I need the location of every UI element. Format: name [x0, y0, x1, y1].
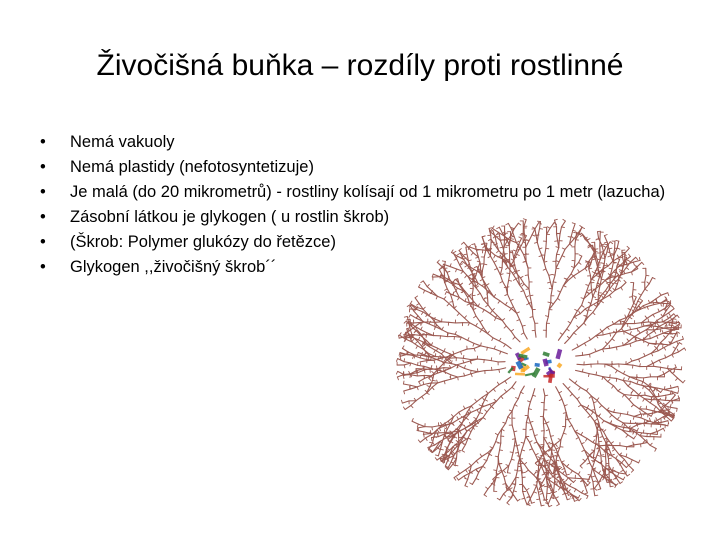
bullet-dot: •: [40, 208, 46, 226]
bullet-text: Nemá vakuoly: [70, 133, 175, 151]
list-item: [40, 155, 680, 180]
bullet-text: Zásobní látkou je glykogen ( u rostlin škrob): [70, 208, 390, 226]
bullet-text: Nemá plastidy (nefotosyntetizuje): [70, 158, 314, 176]
bullet-text: (Škrob: Polymer glukózy do řetězce): [70, 233, 336, 251]
list-item: [40, 130, 680, 155]
bullet-dot: •: [40, 233, 46, 251]
list-item: [40, 180, 680, 205]
bullet-dot: •: [40, 183, 46, 201]
bullet-dot: •: [40, 133, 46, 151]
glycogen-molecule-image: [396, 218, 686, 508]
bullet-dot: •: [40, 158, 46, 176]
bullet-text: Glykogen ,,živočišný škrob´´: [70, 258, 277, 276]
slide-title: Živočišná buňka – rozdíly proti rostlinné: [96, 49, 624, 82]
glycogenin-core: [507, 347, 562, 383]
bullet-text: Je malá (do 20 mikrometrů) - rostliny kolísají od 1 mikrometru po 1 metr (lazucha): [70, 183, 666, 201]
glycogen-branches: [396, 219, 686, 507]
bullet-dot: •: [40, 258, 46, 276]
